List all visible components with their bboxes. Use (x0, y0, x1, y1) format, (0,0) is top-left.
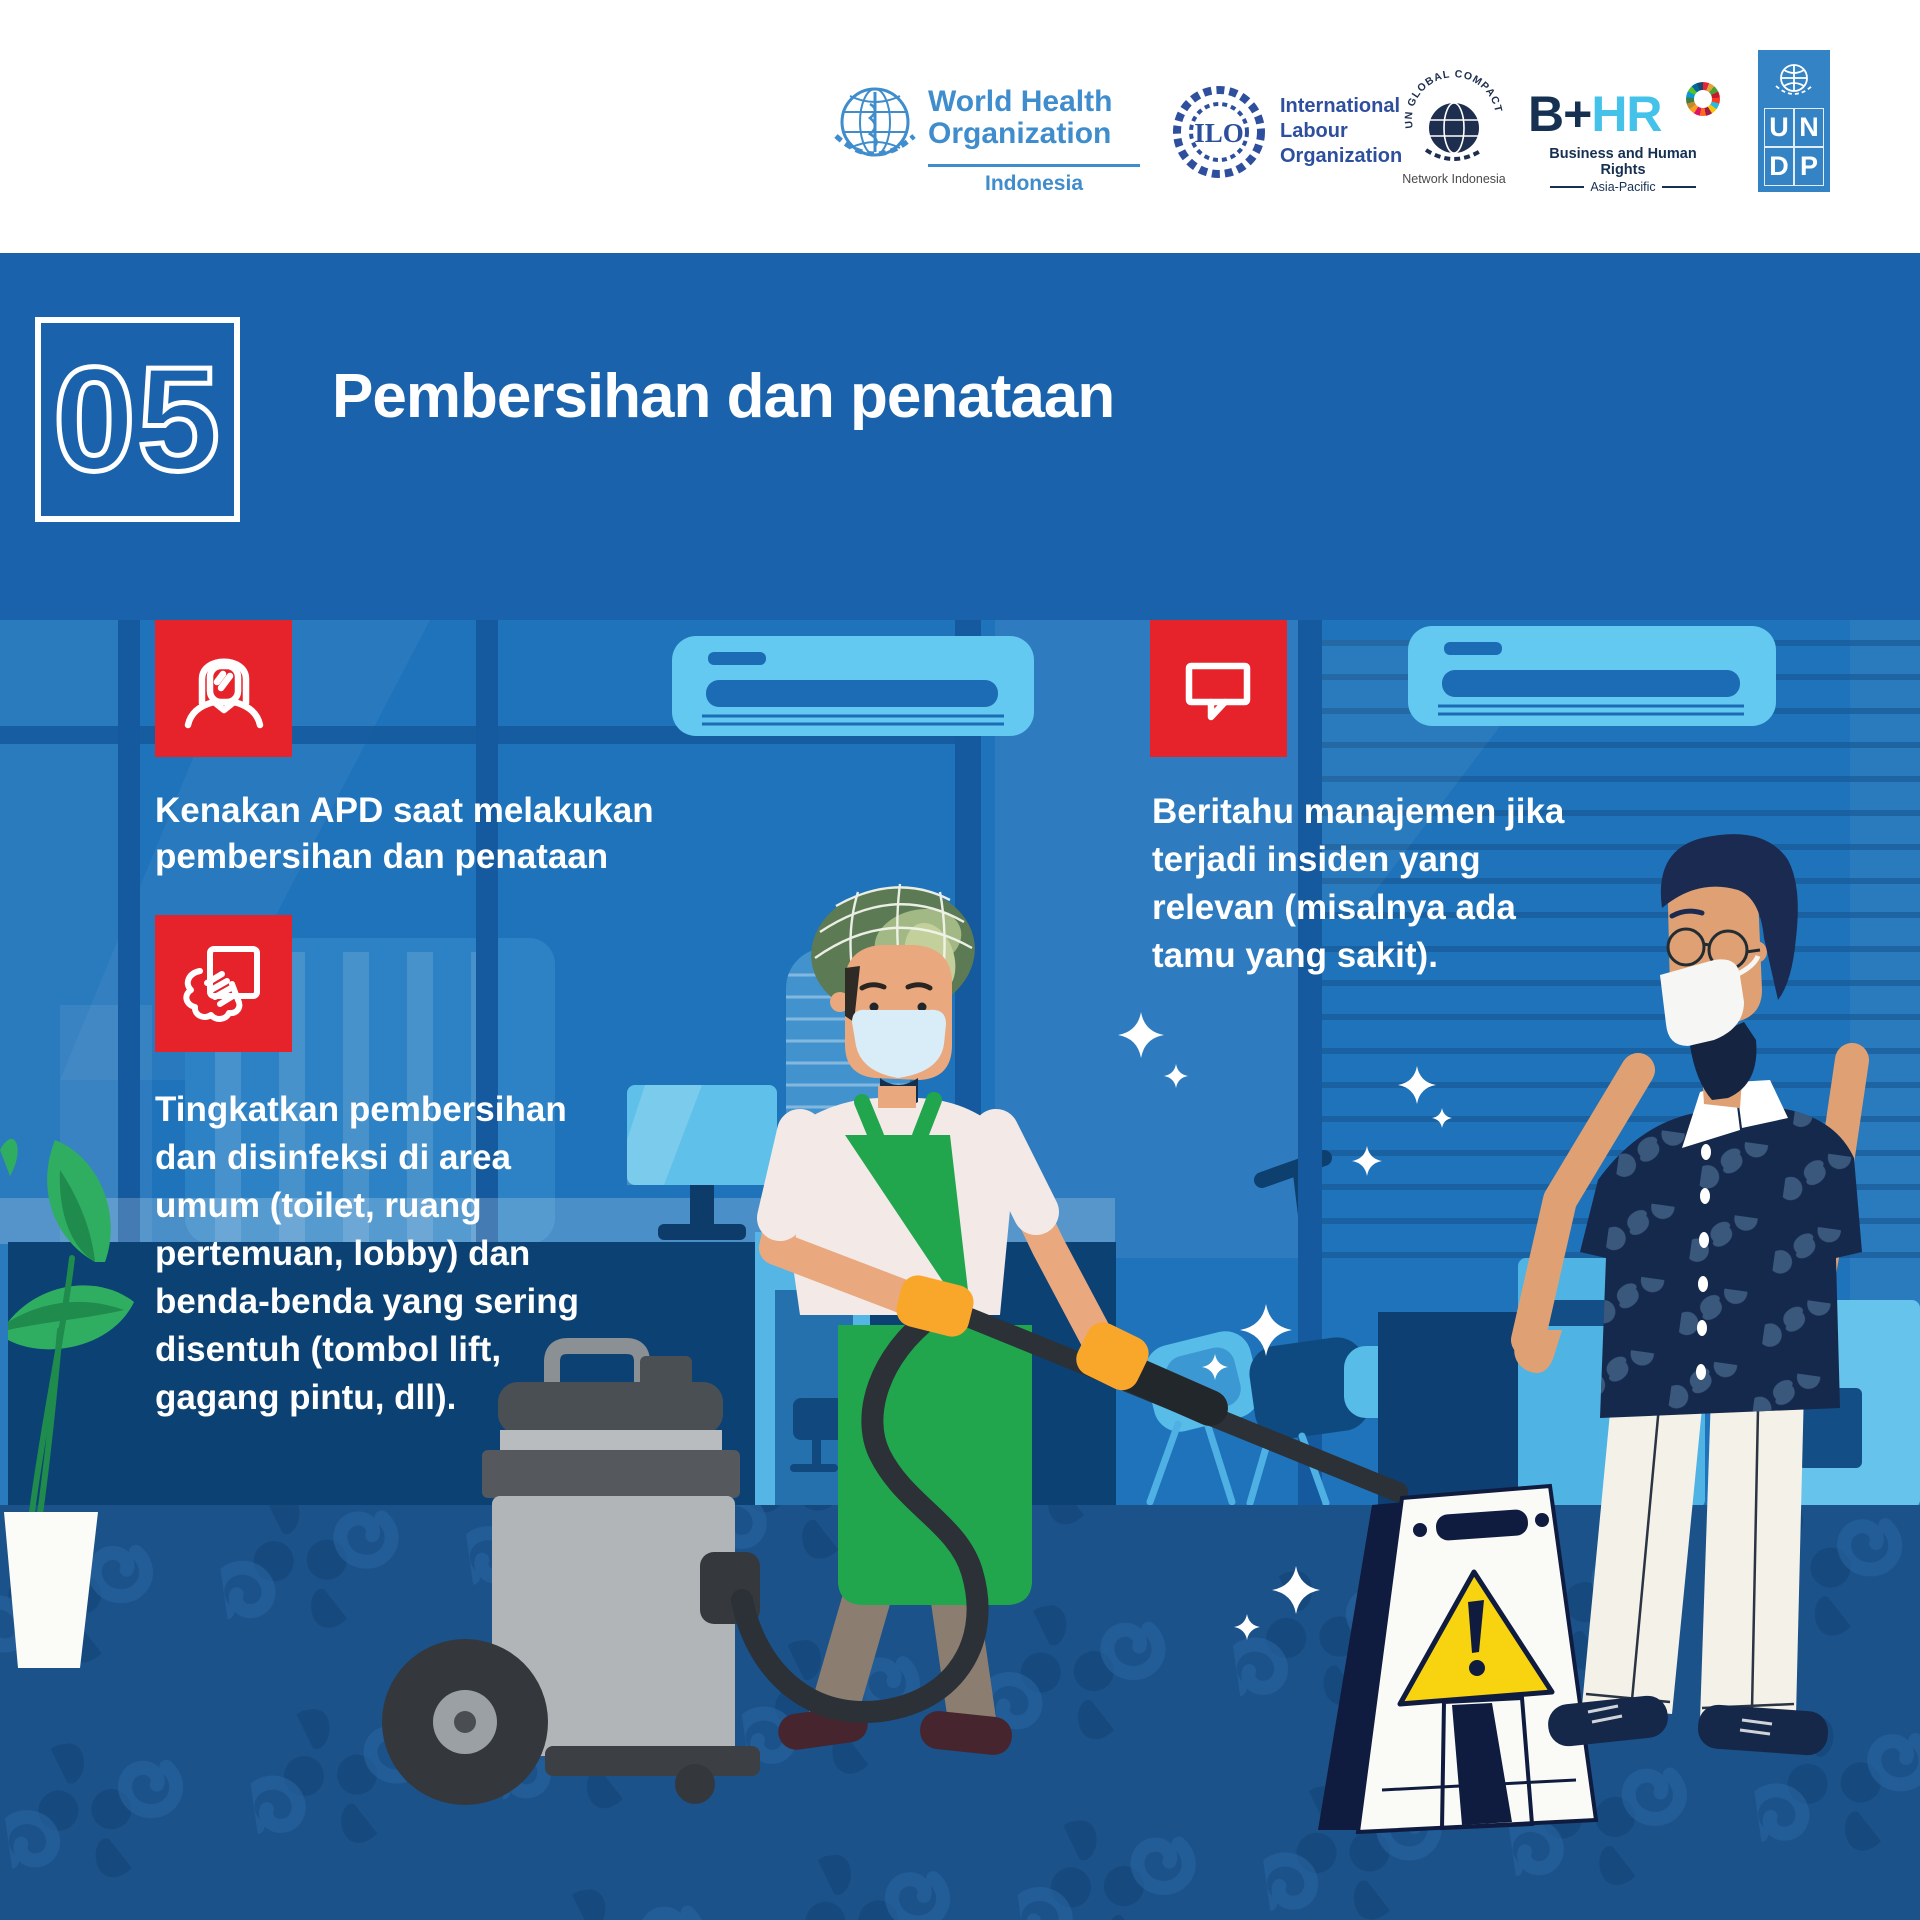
ungc-caption: Network Indonesia (1402, 172, 1506, 186)
tip-text-ppe: Kenakan APD saat melakukan pembersihan dan penataan (155, 791, 654, 876)
step-number: 05 (53, 336, 222, 502)
who-logo-text (928, 86, 1158, 150)
bhr-caption: Business and Human Rights (1549, 146, 1697, 178)
tip-icon-box (1150, 620, 1287, 757)
logo-header (0, 0, 1920, 253)
air-conditioner-right (1408, 626, 1776, 726)
speech-bubble-icon (1169, 639, 1269, 739)
bhr-abbr: B+HR (1528, 86, 1662, 142)
title-banner (0, 253, 1920, 620)
undp-logo (1758, 50, 1830, 192)
step-number-box (35, 317, 240, 522)
tip-icon-box (155, 620, 292, 757)
svg-text:UN GLOBAL COMPACT: UN GLOBAL COMPACT (1402, 68, 1505, 130)
tip-text-report: Beritahu manajemen jika terjadi insiden yang relevan (misalnya ada tamu yang sakit). (1152, 792, 1565, 975)
undp-letters: U N D P (1764, 108, 1824, 186)
wiping-hand-icon (174, 934, 274, 1034)
ungc-emblem-icon (1400, 66, 1508, 174)
who-name-line1: World Health (928, 85, 1113, 118)
tip-text-disinfect: Tingkatkan pembersihan dan disinfeksi di area umum (toilet, ruang pertemuan, lobby) dan benda-benda yang sering disentuh (tombol lift, gagang pintu, dll). (155, 1090, 579, 1417)
who-region-label: Indonesia (984, 172, 1084, 195)
ppe-face-shield-icon (174, 639, 274, 739)
ilo-logo-text: International Labour Organization (1280, 95, 1403, 167)
bhr-logo (1528, 88, 1718, 194)
undp-emblem-icon (1770, 56, 1818, 104)
who-name-line2: Organization (928, 117, 1112, 150)
who-underline (928, 164, 1140, 167)
sdg-wheel-icon (1686, 82, 1720, 116)
svg-text:ILO: ILO (1194, 118, 1244, 148)
ilo-emblem-icon (1168, 80, 1270, 184)
air-conditioner-center (672, 636, 1034, 736)
bhr-region: Asia-Pacific (1528, 180, 1718, 194)
page-title: Pembersihan dan penataan (332, 362, 1115, 431)
who-emblem-icon (828, 80, 922, 174)
tip-icon-box (155, 915, 292, 1052)
